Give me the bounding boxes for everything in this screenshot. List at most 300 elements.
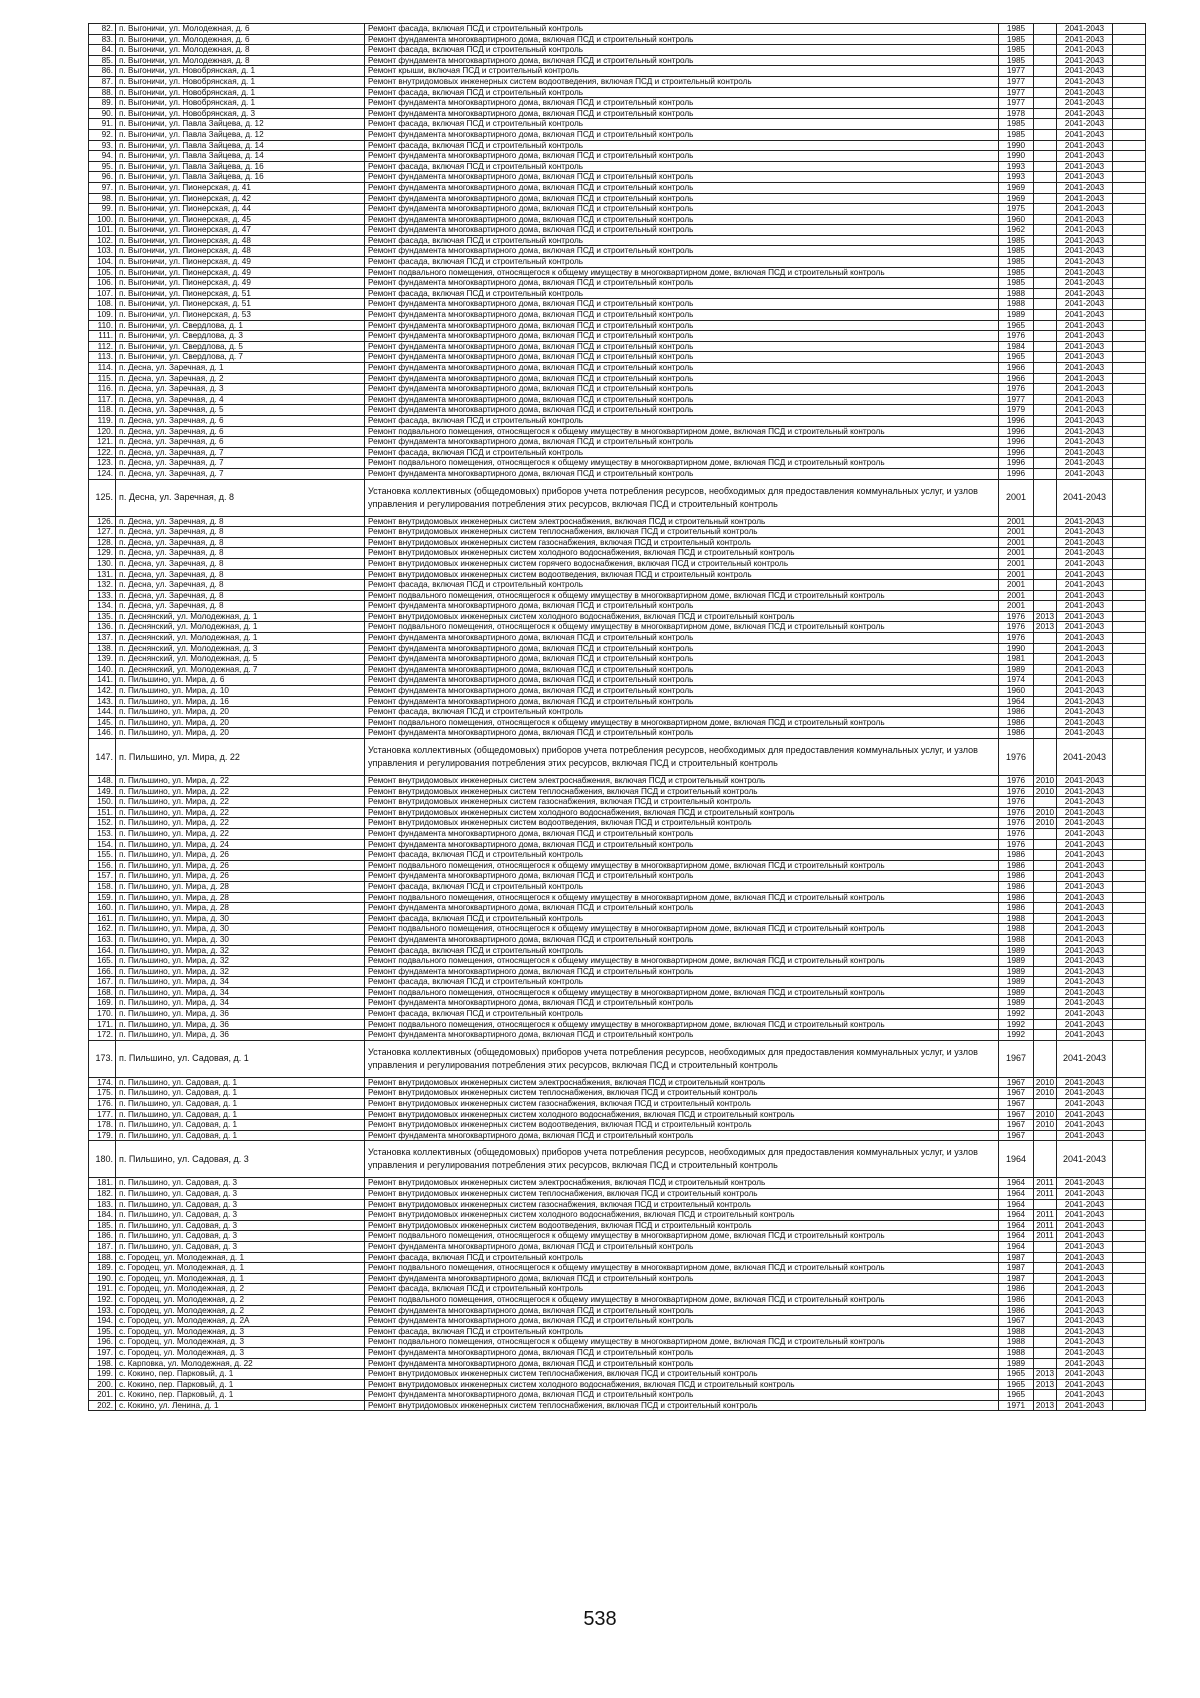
table-row xyxy=(89,119,1146,130)
address-cell: п. Десна, ул. Заречная, д. 8 xyxy=(116,516,365,527)
empty-cell xyxy=(1113,1019,1146,1030)
table-row xyxy=(89,776,1146,787)
planned-period-cell: 2041-2043 xyxy=(1057,797,1113,808)
planned-period-cell: 2041-2043 xyxy=(1057,601,1113,612)
row-number: 159. xyxy=(89,892,116,903)
address-cell: с. Городец, ул. Молодежная, д. 1 xyxy=(116,1273,365,1284)
planned-period-cell: 2041-2043 xyxy=(1057,1099,1113,1110)
table-row xyxy=(89,1369,1146,1380)
row-number: 129. xyxy=(89,548,116,559)
address-cell: п. Пильшино, ул. Мира, д. 16 xyxy=(116,696,365,707)
row-number: 102. xyxy=(89,235,116,246)
table-row xyxy=(89,299,1146,310)
address-cell: п. Пильшино, ул. Садовая, д. 1 xyxy=(116,1109,365,1120)
table-row xyxy=(89,966,1146,977)
address-cell: п. Выгоничи, ул. Павла Зайцева, д. 12 xyxy=(116,119,365,130)
address-cell: п. Пильшино, ул. Садовая, д. 1 xyxy=(116,1120,365,1131)
empty-cell xyxy=(1113,1326,1146,1337)
address-cell: с. Городец, ул. Молодежная, д. 2А xyxy=(116,1316,365,1327)
empty-cell xyxy=(1113,479,1146,516)
last-repair-year-cell xyxy=(1034,55,1057,66)
construction-year-cell: 1964 xyxy=(999,1220,1034,1231)
table-row xyxy=(89,871,1146,882)
last-repair-year-cell xyxy=(1034,363,1057,374)
work-type-cell: Ремонт подвального помещения, относящегося к общему имуществу в многоквартирном доме, включая ПСД и строительный контроль xyxy=(365,458,999,469)
address-cell: п. Выгоничи, ул. Павла Зайцева, д. 14 xyxy=(116,140,365,151)
planned-period-cell: 2041-2043 xyxy=(1057,707,1113,718)
last-repair-year-cell xyxy=(1034,548,1057,559)
construction-year-cell: 1964 xyxy=(999,696,1034,707)
planned-period-cell: 2041-2043 xyxy=(1057,1294,1113,1305)
planned-period-cell: 2041-2043 xyxy=(1057,320,1113,331)
last-repair-year-cell xyxy=(1034,45,1057,56)
work-type-cell: Ремонт фундамента многоквартирного дома, включая ПСД и строительный контроль xyxy=(365,643,999,654)
construction-year-cell: 1996 xyxy=(999,458,1034,469)
construction-year-cell: 1992 xyxy=(999,1030,1034,1041)
address-cell: п. Десна, ул. Заречная, д. 8 xyxy=(116,548,365,559)
row-number: 89. xyxy=(89,98,116,109)
table-row xyxy=(89,643,1146,654)
address-cell: п. Пильшино, ул. Мира, д. 28 xyxy=(116,903,365,914)
construction-year-cell: 1966 xyxy=(999,363,1034,374)
work-type-cell: Ремонт внутридомовых инженерных систем водоотведения, включая ПСД и строительный контроль xyxy=(365,569,999,580)
address-cell: п. Выгоничи, ул. Свердлова, д. 3 xyxy=(116,331,365,342)
page-number: 538 xyxy=(583,1608,617,1630)
work-type-cell: Ремонт фундамента многоквартирного дома, включая ПСД и строительный контроль xyxy=(365,686,999,697)
work-type-cell: Ремонт подвального помещения, относящегося к общему имуществу в многоквартирном доме, включая ПСД и строительный контроль xyxy=(365,426,999,437)
planned-period-cell: 2041-2043 xyxy=(1057,373,1113,384)
work-type-cell: Ремонт фасада, включая ПСД и строительный контроль xyxy=(365,235,999,246)
empty-cell xyxy=(1113,807,1146,818)
row-number: 202. xyxy=(89,1400,116,1411)
address-cell: п. Выгоничи, ул. Пионерская, д. 51 xyxy=(116,299,365,310)
planned-period-cell: 2041-2043 xyxy=(1057,580,1113,591)
construction-year-cell: 1996 xyxy=(999,447,1034,458)
empty-cell xyxy=(1113,1009,1146,1020)
address-cell: п. Пильшино, ул. Мира, д. 20 xyxy=(116,728,365,739)
address-cell: п. Выгоничи, ул. Молодежная, д. 8 xyxy=(116,55,365,66)
planned-period-cell: 2041-2043 xyxy=(1057,1369,1113,1380)
table-row xyxy=(89,172,1146,183)
work-type-cell: Ремонт фасада, включая ПСД и строительный контроль xyxy=(365,1252,999,1263)
construction-year-cell: 1981 xyxy=(999,654,1034,665)
planned-period-cell: 2041-2043 xyxy=(1057,341,1113,352)
row-number: 117. xyxy=(89,394,116,405)
planned-period-cell: 2041-2043 xyxy=(1057,839,1113,850)
construction-year-cell: 1988 xyxy=(999,299,1034,310)
construction-year-cell: 1977 xyxy=(999,87,1034,98)
planned-period-cell: 2041-2043 xyxy=(1057,299,1113,310)
row-number: 107. xyxy=(89,288,116,299)
construction-year-cell: 1987 xyxy=(999,1263,1034,1274)
last-repair-year-cell xyxy=(1034,341,1057,352)
work-type-cell: Ремонт фасада, включая ПСД и строительный контроль xyxy=(365,161,999,172)
empty-cell xyxy=(1113,1178,1146,1189)
address-cell: п. Пильшино, ул. Садовая, д. 3 xyxy=(116,1189,365,1200)
work-type-cell: Ремонт фундамента многоквартирного дома, включая ПСД и строительный контроль xyxy=(365,352,999,363)
address-cell: п. Пильшино, ул. Садовая, д. 3 xyxy=(116,1141,365,1178)
work-type-cell: Ремонт фундамента многоквартирного дома, включая ПСД и строительный контроль xyxy=(365,675,999,686)
empty-cell xyxy=(1113,558,1146,569)
planned-period-cell: 2041-2043 xyxy=(1057,1019,1113,1030)
construction-year-cell: 1976 xyxy=(999,611,1034,622)
address-cell: с. Кокино, пер. Парковый, д. 1 xyxy=(116,1369,365,1380)
planned-period-cell: 2041-2043 xyxy=(1057,34,1113,45)
address-cell: п. Десна, ул. Заречная, д. 4 xyxy=(116,394,365,405)
construction-year-cell: 1989 xyxy=(999,664,1034,675)
work-type-cell: Ремонт подвального помещения, относящегося к общему имуществу в многоквартирном доме, включая ПСД и строительный контроль xyxy=(365,717,999,728)
table-row xyxy=(89,1130,1146,1141)
address-cell: п. Пильшино, ул. Мира, д. 22 xyxy=(116,797,365,808)
empty-cell xyxy=(1113,87,1146,98)
planned-period-cell: 2041-2043 xyxy=(1057,1263,1113,1274)
work-type-cell: Ремонт фундамента многоквартирного дома, включая ПСД и строительный контроль xyxy=(365,405,999,416)
row-number: 161. xyxy=(89,913,116,924)
last-repair-year-cell: 2010 xyxy=(1034,786,1057,797)
construction-year-cell: 1992 xyxy=(999,1019,1034,1030)
work-type-cell: Ремонт фундамента многоквартирного дома, включая ПСД и строительный контроль xyxy=(365,998,999,1009)
planned-period-cell: 2041-2043 xyxy=(1057,956,1113,967)
table-row xyxy=(89,1178,1146,1189)
work-type-cell: Ремонт фундамента многоквартирного дома, включая ПСД и строительный контроль xyxy=(365,601,999,612)
table-row xyxy=(89,341,1146,352)
construction-year-cell: 1989 xyxy=(999,987,1034,998)
work-type-cell: Ремонт фундамента многоквартирного дома, включая ПСД и строительный контроль xyxy=(365,331,999,342)
planned-period-cell: 2041-2043 xyxy=(1057,1178,1113,1189)
row-number: 162. xyxy=(89,924,116,935)
row-number: 153. xyxy=(89,828,116,839)
empty-cell xyxy=(1113,384,1146,395)
work-type-cell: Ремонт фундамента многоквартирного дома, включая ПСД и строительный контроль xyxy=(365,172,999,183)
empty-cell xyxy=(1113,352,1146,363)
empty-cell xyxy=(1113,913,1146,924)
construction-year-cell: 1986 xyxy=(999,860,1034,871)
last-repair-year-cell xyxy=(1034,1347,1057,1358)
planned-period-cell: 2041-2043 xyxy=(1057,807,1113,818)
address-cell: п. Выгоничи, ул. Пионерская, д. 48 xyxy=(116,246,365,257)
work-type-cell: Ремонт фасада, включая ПСД и строительный контроль xyxy=(365,415,999,426)
empty-cell xyxy=(1113,569,1146,580)
address-cell: с. Кокино, ул. Ленина, д. 1 xyxy=(116,1400,365,1411)
construction-year-cell: 1964 xyxy=(999,1210,1034,1221)
row-number: 90. xyxy=(89,108,116,119)
last-repair-year-cell xyxy=(1034,828,1057,839)
table-row xyxy=(89,633,1146,644)
row-number: 181. xyxy=(89,1178,116,1189)
work-type-cell: Ремонт подвального помещения, относящегося к общему имуществу в многоквартирном доме, включая ПСД и строительный контроль xyxy=(365,622,999,633)
work-type-cell: Ремонт внутридомовых инженерных систем теплоснабжения, включая ПСД и строительный контроль xyxy=(365,1400,999,1411)
planned-period-cell: 2041-2043 xyxy=(1057,871,1113,882)
last-repair-year-cell xyxy=(1034,686,1057,697)
work-type-cell: Ремонт фундамента многоквартирного дома, включая ПСД и строительный контроль xyxy=(365,299,999,310)
work-type-cell: Ремонт фундамента многоквартирного дома, включая ПСД и строительный контроль xyxy=(365,934,999,945)
last-repair-year-cell xyxy=(1034,1130,1057,1141)
last-repair-year-cell: 2010 xyxy=(1034,776,1057,787)
row-number: 134. xyxy=(89,601,116,612)
construction-year-cell: 1989 xyxy=(999,998,1034,1009)
row-number: 154. xyxy=(89,839,116,850)
last-repair-year-cell xyxy=(1034,87,1057,98)
last-repair-year-cell xyxy=(1034,426,1057,437)
planned-period-cell: 2041-2043 xyxy=(1057,590,1113,601)
work-type-cell: Ремонт фундамента многоквартирного дома, включая ПСД и строительный контроль xyxy=(365,214,999,225)
construction-year-cell: 1967 xyxy=(999,1099,1034,1110)
row-number: 120. xyxy=(89,426,116,437)
last-repair-year-cell xyxy=(1034,717,1057,728)
table-row xyxy=(89,696,1146,707)
last-repair-year-cell: 2010 xyxy=(1034,1120,1057,1131)
address-cell: п. Пильшино, ул. Садовая, д. 3 xyxy=(116,1231,365,1242)
row-number: 183. xyxy=(89,1199,116,1210)
work-type-cell: Ремонт подвального помещения, относящегося к общему имуществу в многоквартирном доме, включая ПСД и строительный контроль xyxy=(365,1019,999,1030)
planned-period-cell: 2041-2043 xyxy=(1057,45,1113,56)
empty-cell xyxy=(1113,1088,1146,1099)
last-repair-year-cell xyxy=(1034,458,1057,469)
address-cell: п. Пильшино, ул. Мира, д. 22 xyxy=(116,776,365,787)
table-row xyxy=(89,415,1146,426)
empty-cell xyxy=(1113,871,1146,882)
address-cell: п. Пильшино, ул. Мира, д. 32 xyxy=(116,945,365,956)
empty-cell xyxy=(1113,1358,1146,1369)
last-repair-year-cell xyxy=(1034,278,1057,289)
planned-period-cell: 2041-2043 xyxy=(1057,405,1113,416)
empty-cell xyxy=(1113,739,1146,776)
construction-year-cell: 2001 xyxy=(999,537,1034,548)
address-cell: п. Десна, ул. Заречная, д. 1 xyxy=(116,363,365,374)
row-number: 190. xyxy=(89,1273,116,1284)
row-number: 160. xyxy=(89,903,116,914)
empty-cell xyxy=(1113,320,1146,331)
last-repair-year-cell: 2013 xyxy=(1034,1379,1057,1390)
row-number: 130. xyxy=(89,558,116,569)
construction-year-cell: 1975 xyxy=(999,204,1034,215)
last-repair-year-cell xyxy=(1034,1263,1057,1274)
planned-period-cell: 2041-2043 xyxy=(1057,1088,1113,1099)
table-row xyxy=(89,527,1146,538)
work-type-cell: Ремонт подвального помещения, относящегося к общему имуществу в многоквартирном доме, включая ПСД и строительный контроль xyxy=(365,1294,999,1305)
address-cell: п. Пильшино, ул. Садовая, д. 1 xyxy=(116,1088,365,1099)
planned-period-cell: 2041-2043 xyxy=(1057,1241,1113,1252)
table-row xyxy=(89,1231,1146,1242)
table-row xyxy=(89,1316,1146,1327)
planned-period-cell: 2041-2043 xyxy=(1057,225,1113,236)
empty-cell xyxy=(1113,1294,1146,1305)
table-row xyxy=(89,1263,1146,1274)
construction-year-cell: 1967 xyxy=(999,1088,1034,1099)
planned-period-cell: 2041-2043 xyxy=(1057,977,1113,988)
address-cell: п. Выгоничи, ул. Пионерская, д. 44 xyxy=(116,204,365,215)
work-type-cell: Ремонт внутридомовых инженерных систем холодного водоснабжения, включая ПСД и строительный контроль xyxy=(365,807,999,818)
address-cell: п. Пильшино, ул. Мира, д. 20 xyxy=(116,707,365,718)
work-type-cell: Ремонт внутридомовых инженерных систем газоснабжения, включая ПСД и строительный контроль xyxy=(365,797,999,808)
address-cell: п. Пильшино, ул. Мира, д. 22 xyxy=(116,786,365,797)
last-repair-year-cell xyxy=(1034,696,1057,707)
work-type-cell: Ремонт подвального помещения, относящегося к общему имуществу в многоквартирном доме, включая ПСД и строительный контроль xyxy=(365,1263,999,1274)
construction-year-cell: 1966 xyxy=(999,373,1034,384)
address-cell: п. Пильшино, ул. Мира, д. 22 xyxy=(116,739,365,776)
construction-year-cell: 1988 xyxy=(999,1347,1034,1358)
empty-cell xyxy=(1113,622,1146,633)
table-row xyxy=(89,548,1146,559)
construction-year-cell: 1962 xyxy=(999,225,1034,236)
address-cell: п. Пильшино, ул. Садовая, д. 3 xyxy=(116,1210,365,1221)
planned-period-cell: 2041-2043 xyxy=(1057,363,1113,374)
table-row xyxy=(89,1252,1146,1263)
row-number: 177. xyxy=(89,1109,116,1120)
construction-year-cell: 1976 xyxy=(999,786,1034,797)
empty-cell xyxy=(1113,278,1146,289)
address-cell: п. Пильшино, ул. Садовая, д. 1 xyxy=(116,1099,365,1110)
last-repair-year-cell xyxy=(1034,384,1057,395)
construction-year-cell: 1985 xyxy=(999,129,1034,140)
last-repair-year-cell xyxy=(1034,108,1057,119)
row-number: 187. xyxy=(89,1241,116,1252)
empty-cell xyxy=(1113,934,1146,945)
work-type-cell: Ремонт фундамента многоквартирного дома, включая ПСД и строительный контроль xyxy=(365,1241,999,1252)
construction-year-cell: 1986 xyxy=(999,881,1034,892)
planned-period-cell: 2041-2043 xyxy=(1057,1141,1113,1178)
planned-period-cell: 2041-2043 xyxy=(1057,569,1113,580)
planned-period-cell: 2041-2043 xyxy=(1057,924,1113,935)
work-type-cell: Ремонт внутридомовых инженерных систем водоотведения, включая ПСД и строительный контроль xyxy=(365,76,999,87)
planned-period-cell: 2041-2043 xyxy=(1057,55,1113,66)
address-cell: п. Выгоничи, ул. Пионерская, д. 47 xyxy=(116,225,365,236)
planned-period-cell: 2041-2043 xyxy=(1057,881,1113,892)
table-row xyxy=(89,1241,1146,1252)
planned-period-cell: 2041-2043 xyxy=(1057,558,1113,569)
construction-year-cell: 1986 xyxy=(999,892,1034,903)
empty-cell xyxy=(1113,161,1146,172)
last-repair-year-cell xyxy=(1034,707,1057,718)
last-repair-year-cell: 2013 xyxy=(1034,622,1057,633)
row-number: 140. xyxy=(89,664,116,675)
last-repair-year-cell xyxy=(1034,24,1057,35)
address-cell: п. Выгоничи, ул. Павла Зайцева, д. 16 xyxy=(116,172,365,183)
table-row xyxy=(89,998,1146,1009)
address-cell: п. Выгоничи, ул. Новобрянская, д. 3 xyxy=(116,108,365,119)
last-repair-year-cell xyxy=(1034,977,1057,988)
address-cell: п. Деснянский, ул. Молодежная, д. 7 xyxy=(116,664,365,675)
row-number: 114. xyxy=(89,363,116,374)
planned-period-cell: 2041-2043 xyxy=(1057,1199,1113,1210)
last-repair-year-cell xyxy=(1034,934,1057,945)
planned-period-cell: 2041-2043 xyxy=(1057,172,1113,183)
address-cell: п. Деснянский, ул. Молодежная, д. 3 xyxy=(116,643,365,654)
table-row xyxy=(89,34,1146,45)
table-row xyxy=(89,913,1146,924)
construction-year-cell: 1965 xyxy=(999,1390,1034,1401)
planned-period-cell: 2041-2043 xyxy=(1057,1210,1113,1221)
construction-year-cell: 1989 xyxy=(999,1358,1034,1369)
row-number: 165. xyxy=(89,956,116,967)
table-row xyxy=(89,1305,1146,1316)
last-repair-year-cell xyxy=(1034,797,1057,808)
construction-year-cell: 1989 xyxy=(999,977,1034,988)
row-number: 189. xyxy=(89,1263,116,1274)
empty-cell xyxy=(1113,839,1146,850)
construction-year-cell: 1985 xyxy=(999,55,1034,66)
last-repair-year-cell xyxy=(1034,558,1057,569)
table-row xyxy=(89,129,1146,140)
construction-year-cell: 1977 xyxy=(999,66,1034,77)
last-repair-year-cell xyxy=(1034,310,1057,321)
construction-year-cell: 1976 xyxy=(999,776,1034,787)
construction-year-cell: 1977 xyxy=(999,394,1034,405)
table-row xyxy=(89,675,1146,686)
last-repair-year-cell xyxy=(1034,34,1057,45)
row-number: 126. xyxy=(89,516,116,527)
empty-cell xyxy=(1113,548,1146,559)
construction-year-cell: 2001 xyxy=(999,479,1034,516)
last-repair-year-cell xyxy=(1034,76,1057,87)
planned-period-cell: 2041-2043 xyxy=(1057,267,1113,278)
address-cell: п. Десна, ул. Заречная, д. 2 xyxy=(116,373,365,384)
table-row xyxy=(89,352,1146,363)
table-row xyxy=(89,1120,1146,1131)
address-cell: п. Десна, ул. Заречная, д. 7 xyxy=(116,458,365,469)
planned-period-cell: 2041-2043 xyxy=(1057,1337,1113,1348)
last-repair-year-cell: 2010 xyxy=(1034,1088,1057,1099)
construction-year-cell: 1976 xyxy=(999,384,1034,395)
work-type-cell: Ремонт фасада, включая ПСД и строительный контроль xyxy=(365,913,999,924)
empty-cell xyxy=(1113,601,1146,612)
empty-cell xyxy=(1113,151,1146,162)
work-type-cell: Ремонт внутридомовых инженерных систем электроснабжения, включая ПСД и строительный контроль xyxy=(365,776,999,787)
address-cell: п. Десна, ул. Заречная, д. 8 xyxy=(116,601,365,612)
row-number: 123. xyxy=(89,458,116,469)
last-repair-year-cell xyxy=(1034,1358,1057,1369)
row-number: 127. xyxy=(89,527,116,538)
row-number: 158. xyxy=(89,881,116,892)
row-number: 131. xyxy=(89,569,116,580)
last-repair-year-cell xyxy=(1034,537,1057,548)
empty-cell xyxy=(1113,129,1146,140)
planned-period-cell: 2041-2043 xyxy=(1057,468,1113,479)
empty-cell xyxy=(1113,426,1146,437)
empty-cell xyxy=(1113,331,1146,342)
row-number: 163. xyxy=(89,934,116,945)
table-row xyxy=(89,839,1146,850)
last-repair-year-cell xyxy=(1034,1019,1057,1030)
last-repair-year-cell xyxy=(1034,129,1057,140)
planned-period-cell: 2041-2043 xyxy=(1057,235,1113,246)
construction-year-cell: 1993 xyxy=(999,172,1034,183)
last-repair-year-cell xyxy=(1034,320,1057,331)
empty-cell xyxy=(1113,776,1146,787)
planned-period-cell: 2041-2043 xyxy=(1057,654,1113,665)
work-type-cell: Ремонт внутридомовых инженерных систем холодного водоснабжения, включая ПСД и строительный контроль xyxy=(365,1379,999,1390)
empty-cell xyxy=(1113,1369,1146,1380)
table-row xyxy=(89,1019,1146,1030)
table-row xyxy=(89,1099,1146,1110)
work-type-cell: Ремонт фундамента многоквартирного дома, включая ПСД и строительный контроль xyxy=(365,225,999,236)
work-type-cell: Ремонт фундамента многоквартирного дома, включая ПСД и строительный контроль xyxy=(365,1030,999,1041)
planned-period-cell: 2041-2043 xyxy=(1057,1379,1113,1390)
empty-cell xyxy=(1113,696,1146,707)
last-repair-year-cell xyxy=(1034,850,1057,861)
construction-year-cell: 1986 xyxy=(999,871,1034,882)
empty-cell xyxy=(1113,977,1146,988)
planned-period-cell: 2041-2043 xyxy=(1057,1220,1113,1231)
table-row xyxy=(89,739,1146,776)
table-row xyxy=(89,654,1146,665)
empty-cell xyxy=(1113,1099,1146,1110)
construction-year-cell: 1976 xyxy=(999,818,1034,829)
table-row xyxy=(89,1009,1146,1020)
last-repair-year-cell xyxy=(1034,1030,1057,1041)
planned-period-cell: 2041-2043 xyxy=(1057,828,1113,839)
empty-cell xyxy=(1113,1252,1146,1263)
